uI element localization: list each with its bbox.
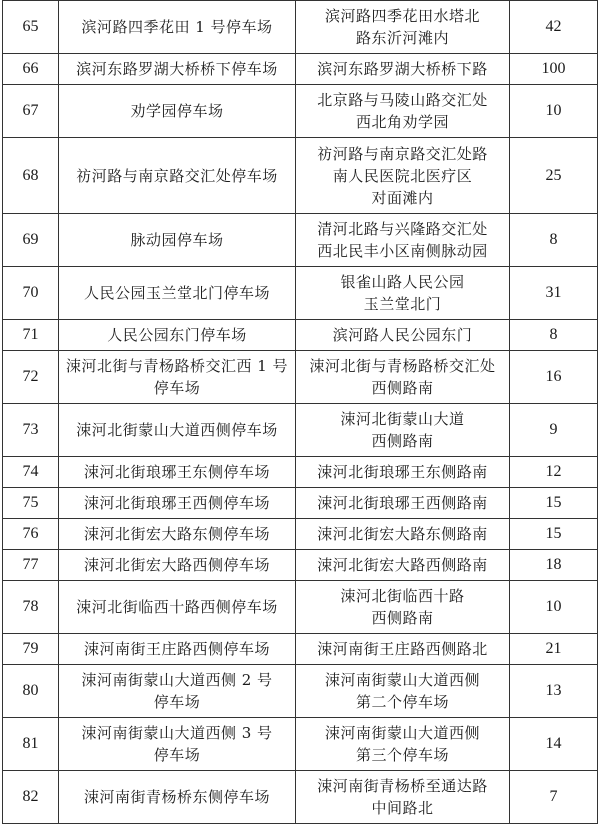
parking-lot-location xyxy=(296,1,510,54)
parking-lot-name xyxy=(59,85,296,138)
row-number: 77 xyxy=(3,550,59,581)
parking-space-count: 31 xyxy=(510,267,598,320)
parking-lot-name-line: 滨河东路罗湖大桥桥下停车场 xyxy=(76,60,278,78)
parking-lot-name-line: 涑河北街蒙山大道西侧停车场 xyxy=(76,421,278,439)
table-row xyxy=(3,550,598,581)
parking-lot-name-line: 停车场 xyxy=(153,693,201,711)
row-number: 71 xyxy=(3,320,59,351)
table-row xyxy=(3,320,598,351)
parking-space-count: 12 xyxy=(510,457,598,488)
parking-lot-location-line: 南人民医院北医疗区 xyxy=(332,166,473,185)
parking-lot-name-line: 停车场 xyxy=(153,379,201,397)
parking-lot-name-line: 滨河路四季花田 1 号停车场 xyxy=(81,18,273,36)
parking-space-count: 14 xyxy=(510,718,598,771)
parking-lot-location-line: 路东沂河滩内 xyxy=(355,29,449,47)
parking-lot-name-line: 涑河南街青杨桥东侧停车场 xyxy=(83,788,270,806)
parking-lot-name xyxy=(59,718,296,771)
parking-space-count: 42 xyxy=(510,1,598,54)
parking-lot-name-line: 涑河北街琅琊王西侧停车场 xyxy=(83,494,270,512)
table-row xyxy=(3,54,598,85)
parking-space-count: 15 xyxy=(510,519,598,550)
parking-lot-location-line: 对面滩内 xyxy=(371,188,434,207)
parking-lot-name-line: 祊河路与南京路交汇处停车场 xyxy=(76,166,278,185)
parking-lot-location-line: 祊河路与南京路交汇处路 xyxy=(317,144,488,163)
table-row xyxy=(3,519,598,550)
parking-lot-name-line: 停车场 xyxy=(153,746,201,764)
parking-lot-location-line: 涑河北街琅琊王东侧路南 xyxy=(317,463,488,481)
parking-lot-location-line: 第三个停车场 xyxy=(355,746,449,764)
row-number: 78 xyxy=(3,581,59,634)
row-number: 72 xyxy=(3,351,59,404)
parking-lot-name xyxy=(59,581,296,634)
row-number: 81 xyxy=(3,718,59,771)
parking-lot-name-line: 劝学园停车场 xyxy=(130,102,224,120)
parking-lot-name xyxy=(59,634,296,665)
parking-space-count: 10 xyxy=(510,85,598,138)
parking-lot-location-line: 涑河北街临西十路 xyxy=(340,587,465,605)
parking-lot-location-line: 西侧路南 xyxy=(371,379,434,397)
parking-lot-name-line: 人民公园玉兰堂北门停车场 xyxy=(83,284,270,302)
parking-lot-name xyxy=(59,519,296,550)
table-row xyxy=(3,634,598,665)
parking-space-count: 15 xyxy=(510,488,598,519)
parking-lot-name-line: 涑河南街蒙山大道西侧 2 号 xyxy=(81,671,273,689)
table-row xyxy=(3,665,598,718)
row-number: 82 xyxy=(3,771,59,824)
parking-lot-location-line: 西侧路南 xyxy=(371,609,434,627)
row-number: 73 xyxy=(3,404,59,457)
row-number: 69 xyxy=(3,214,59,267)
parking-lot-name xyxy=(59,320,296,351)
parking-lot-location-line: 滨河路四季花田水塔北 xyxy=(324,7,480,25)
parking-lot-location-line: 涑河南街青杨桥至通达路 xyxy=(317,777,488,795)
table-row xyxy=(3,718,598,771)
parking-space-count: 9 xyxy=(510,404,598,457)
parking-lot-table xyxy=(2,0,598,824)
table-row xyxy=(3,488,598,519)
table-row xyxy=(3,581,598,634)
parking-lot-location xyxy=(296,519,510,550)
row-number: 79 xyxy=(3,634,59,665)
table-row xyxy=(3,351,598,404)
parking-lot-name xyxy=(59,54,296,85)
parking-lot-location-line: 第二个停车场 xyxy=(355,693,449,711)
parking-lot-location-line: 涑河南街蒙山大道西侧 xyxy=(324,671,480,689)
parking-lot-name-line: 人民公园东门停车场 xyxy=(107,326,247,344)
parking-lot-location xyxy=(296,85,510,138)
parking-lot-location xyxy=(296,718,510,771)
parking-lot-location xyxy=(296,267,510,320)
parking-space-count: 7 xyxy=(510,771,598,824)
parking-lot-name xyxy=(59,488,296,519)
parking-lot-location xyxy=(296,457,510,488)
parking-lot-location-line: 涑河北街与青杨路桥交汇处 xyxy=(309,357,496,375)
parking-space-count: 100 xyxy=(510,54,598,85)
parking-lot-name xyxy=(59,771,296,824)
parking-lot-name xyxy=(59,457,296,488)
row-number: 66 xyxy=(3,54,59,85)
parking-lot-name xyxy=(59,404,296,457)
parking-lot-name xyxy=(59,1,296,54)
parking-lot-location-line: 西北角劝学园 xyxy=(355,113,449,131)
parking-lot-location xyxy=(296,214,510,267)
parking-lot-name-line: 脉动园停车场 xyxy=(130,231,224,249)
parking-space-count: 8 xyxy=(510,214,598,267)
parking-space-count: 25 xyxy=(510,138,598,214)
parking-lot-name xyxy=(59,665,296,718)
parking-lot-location-line: 银雀山路人民公园 xyxy=(340,273,465,291)
table-row xyxy=(3,771,598,824)
table-row xyxy=(3,267,598,320)
parking-lot-location-line: 滨河东路罗湖大桥桥下路 xyxy=(317,60,488,78)
row-number: 76 xyxy=(3,519,59,550)
parking-lot-name xyxy=(59,550,296,581)
parking-lot-location-line: 清河北路与兴隆路交汇处 xyxy=(317,220,488,238)
table-row xyxy=(3,1,598,54)
table-row xyxy=(3,214,598,267)
parking-space-count: 10 xyxy=(510,581,598,634)
row-number: 74 xyxy=(3,457,59,488)
parking-space-count: 13 xyxy=(510,665,598,718)
parking-lot-name-line: 涑河北街宏大路东侧停车场 xyxy=(83,525,270,543)
row-number: 67 xyxy=(3,85,59,138)
parking-lot-location-line: 西北民丰小区南侧脉动园 xyxy=(317,242,488,260)
parking-lot-location xyxy=(296,550,510,581)
parking-lot-location-line: 涑河北街宏大路西侧路南 xyxy=(317,556,488,574)
parking-lot-location xyxy=(296,771,510,824)
parking-lot-location xyxy=(296,665,510,718)
table-row xyxy=(3,85,598,138)
parking-lot-location xyxy=(296,320,510,351)
parking-lot-name-line: 涑河北街临西十路西侧停车场 xyxy=(76,598,278,616)
row-number: 75 xyxy=(3,488,59,519)
parking-lot-location-line: 滨河路人民公园东门 xyxy=(332,326,473,344)
table-row xyxy=(3,138,598,214)
parking-lot-name xyxy=(59,138,296,214)
parking-lot-location xyxy=(296,488,510,519)
parking-lot-name-line: 涑河南街蒙山大道西侧 3 号 xyxy=(81,724,273,742)
table-row xyxy=(3,457,598,488)
parking-space-count: 16 xyxy=(510,351,598,404)
row-number: 68 xyxy=(3,138,59,214)
row-number: 80 xyxy=(3,665,59,718)
parking-lot-location-line: 玉兰堂北门 xyxy=(363,295,442,313)
parking-space-count: 21 xyxy=(510,634,598,665)
parking-lot-location xyxy=(296,138,510,214)
parking-lot-location xyxy=(296,351,510,404)
parking-lot-location-line: 涑河南街蒙山大道西侧 xyxy=(324,724,480,742)
parking-lot-location-line: 中间路北 xyxy=(371,799,434,817)
parking-lot-name xyxy=(59,267,296,320)
table-row xyxy=(3,404,598,457)
parking-lot-name-line: 涑河北街与青杨路桥交汇西 1 号 xyxy=(65,357,289,375)
parking-lot-name-line: 涑河北街宏大路西侧停车场 xyxy=(83,556,270,574)
row-number: 65 xyxy=(3,1,59,54)
parking-lot-location-line: 涑河北街宏大路东侧路南 xyxy=(317,525,488,543)
parking-lot-location xyxy=(296,581,510,634)
parking-lot-name-line: 涑河南街王庄路西侧停车场 xyxy=(83,640,270,658)
parking-lot-name-line: 涑河北街琅琊王东侧停车场 xyxy=(83,463,270,481)
parking-lot-location xyxy=(296,634,510,665)
parking-space-count: 18 xyxy=(510,550,598,581)
row-number: 70 xyxy=(3,267,59,320)
parking-space-count: 8 xyxy=(510,320,598,351)
parking-lot-location-line: 涑河北街琅琊王西侧路南 xyxy=(317,494,488,512)
parking-lot-location xyxy=(296,404,510,457)
parking-lot-location xyxy=(296,54,510,85)
parking-lot-name xyxy=(59,351,296,404)
parking-lot-location-line: 西侧路南 xyxy=(371,432,434,450)
parking-lot-location-line: 涑河南街王庄路西侧路北 xyxy=(317,640,488,658)
parking-lot-name xyxy=(59,214,296,267)
parking-lot-location-line: 涑河北街蒙山大道 xyxy=(340,410,465,428)
parking-lot-location-line: 北京路与马陵山路交汇处 xyxy=(317,91,488,109)
